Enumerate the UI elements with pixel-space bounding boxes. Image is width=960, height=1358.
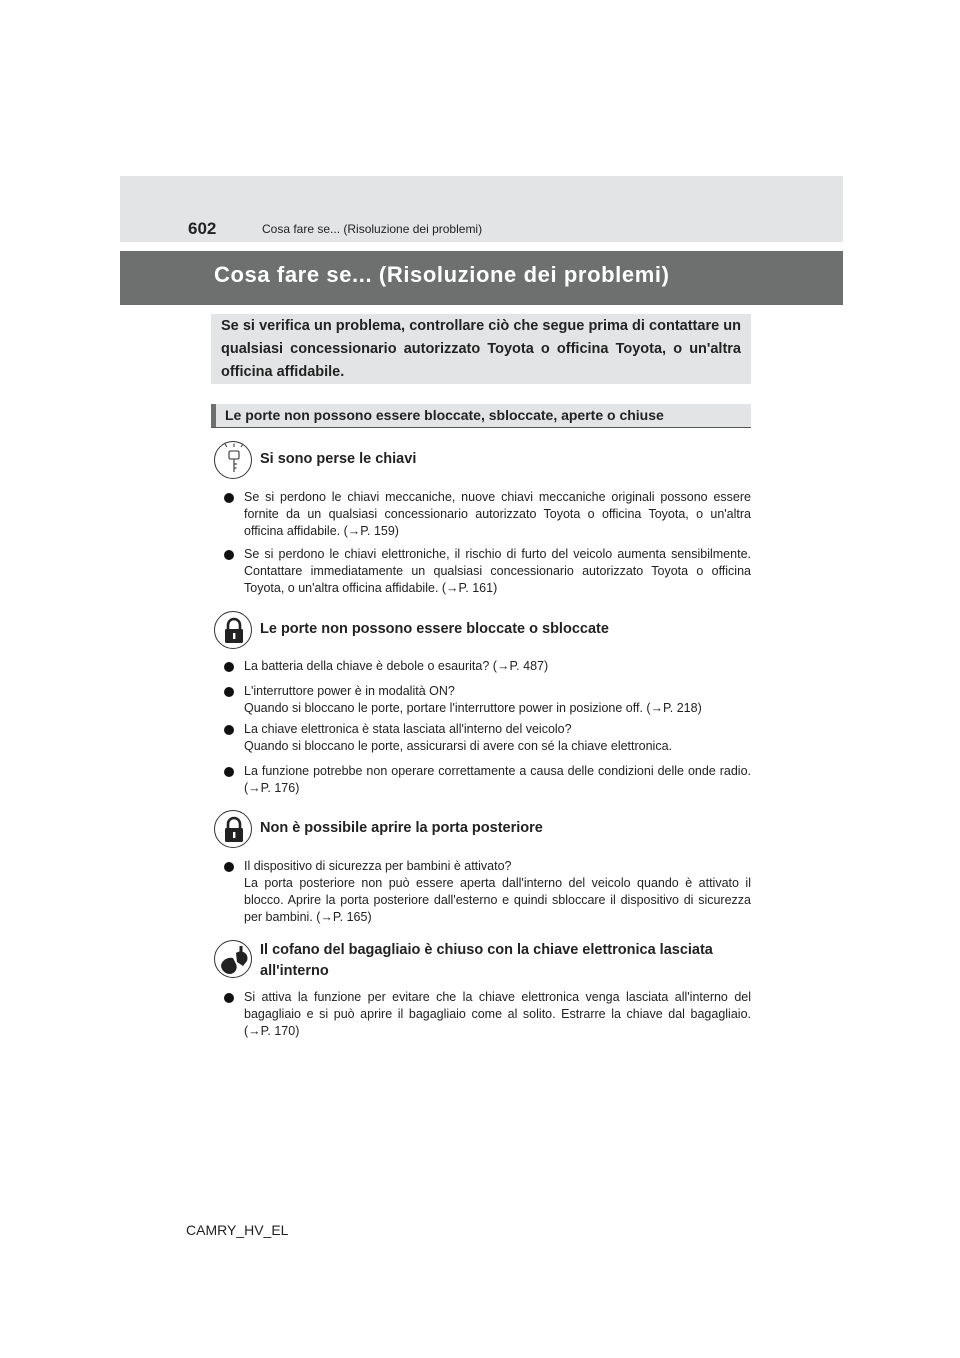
bullet-text: Se si perdono le chiavi elettroniche, il rischio di furto del veicolo aumenta sensibilmente. Contattare immediatamente un qualsiasi concessionario autorizzato Toyota o officina Toyota, o un'altra officina affidabile. (→P. 161) xyxy=(244,547,751,595)
section-accent xyxy=(211,404,216,427)
bullet-text: La funzione potrebbe non operare correttamente a causa delle condizioni delle onde radio. (→P. 176) xyxy=(244,764,751,795)
padlock-icon xyxy=(214,810,252,848)
footer-code: CAMRY_HV_EL xyxy=(186,1222,289,1238)
list-item xyxy=(224,989,751,1040)
bullet-dot xyxy=(224,862,234,872)
group-heading-trunk: Il cofano del bagagliaio è chiuso con la chiave elettronica lasciata all'interno xyxy=(260,942,713,979)
page-number: 602 xyxy=(188,219,217,238)
intro-text: Se si verifica un problema, controllare ciò che segue prima di contattare un qualsiasi concessionario autorizzato Toyota o officina Toyota, o un'altra officina affidabile. xyxy=(221,318,741,380)
running-header: Cosa fare se... (Risoluzione dei problemi) xyxy=(262,222,483,236)
list-item xyxy=(224,658,751,675)
alert-icon xyxy=(214,940,252,978)
bullet-text: Se si perdono le chiavi meccaniche, nuove chiavi meccaniche originali possono essere fornite da un qualsiasi concessionario autorizzato Toyota o officina Toyota, o un'altra officina affidabile. (→P. 159) xyxy=(244,490,751,538)
bullet-dot xyxy=(224,687,234,697)
padlock-icon xyxy=(214,611,252,649)
list-item xyxy=(224,721,751,755)
bullet-dot xyxy=(224,993,234,1003)
group-heading-rear-door: Non è possibile aprire la porta posteriore xyxy=(260,820,543,836)
section-heading-text: Le porte non possono essere bloccate, sbloccate, aperte o chiuse xyxy=(225,407,664,423)
bullet-text: L'interruttore power è in modalità ON? Quando si bloccano le porte, portare l'interruttore power in posizione off. (→P. 218) xyxy=(244,684,702,715)
bullet-text: La batteria della chiave è debole o esaurita? (→P. 487) xyxy=(244,659,549,673)
bullet-dot xyxy=(224,767,234,777)
group-heading-doors-lock: Le porte non possono essere bloccate o sbloccate xyxy=(260,621,609,637)
bullet-dot xyxy=(224,550,234,560)
group-heading-lost-keys: Si sono perse le chiavi xyxy=(260,451,417,467)
section-heading xyxy=(211,404,751,428)
bullet-dot xyxy=(224,725,234,735)
bullet-dot xyxy=(224,493,234,503)
intro-box xyxy=(211,314,751,384)
list-item xyxy=(224,546,751,597)
bullet-text: Si attiva la funzione per evitare che la chiave elettronica venga lasciata all'interno del bagagliaio e si può aprire il bagagliaio come al solito. Estrarre la chiave dal bagagliaio. (→P. 170) xyxy=(244,990,751,1038)
page-title: Cosa fare se... (Risoluzione dei problemi) xyxy=(214,262,670,287)
bullet-text: La chiave elettronica è stata lasciata all'interno del veicolo? Quando si bloccano le porte, assicurarsi di avere con sé la chiave elettronica. xyxy=(244,722,673,753)
list-item xyxy=(224,683,751,717)
list-item xyxy=(224,763,751,797)
list-item xyxy=(224,489,751,540)
key-icon xyxy=(214,441,252,479)
list-item xyxy=(224,858,751,926)
bullet-text: Il dispositivo di sicurezza per bambini è attivato? La porta posteriore non può essere aperta dall'interno del veicolo quando è attivato il blocco. Aprire la porta posteriore dall'esterno e quindi sbloccare il dispositivo di sicurezza per bambini. (→P. 165) xyxy=(244,859,751,924)
bullet-dot xyxy=(224,662,234,672)
